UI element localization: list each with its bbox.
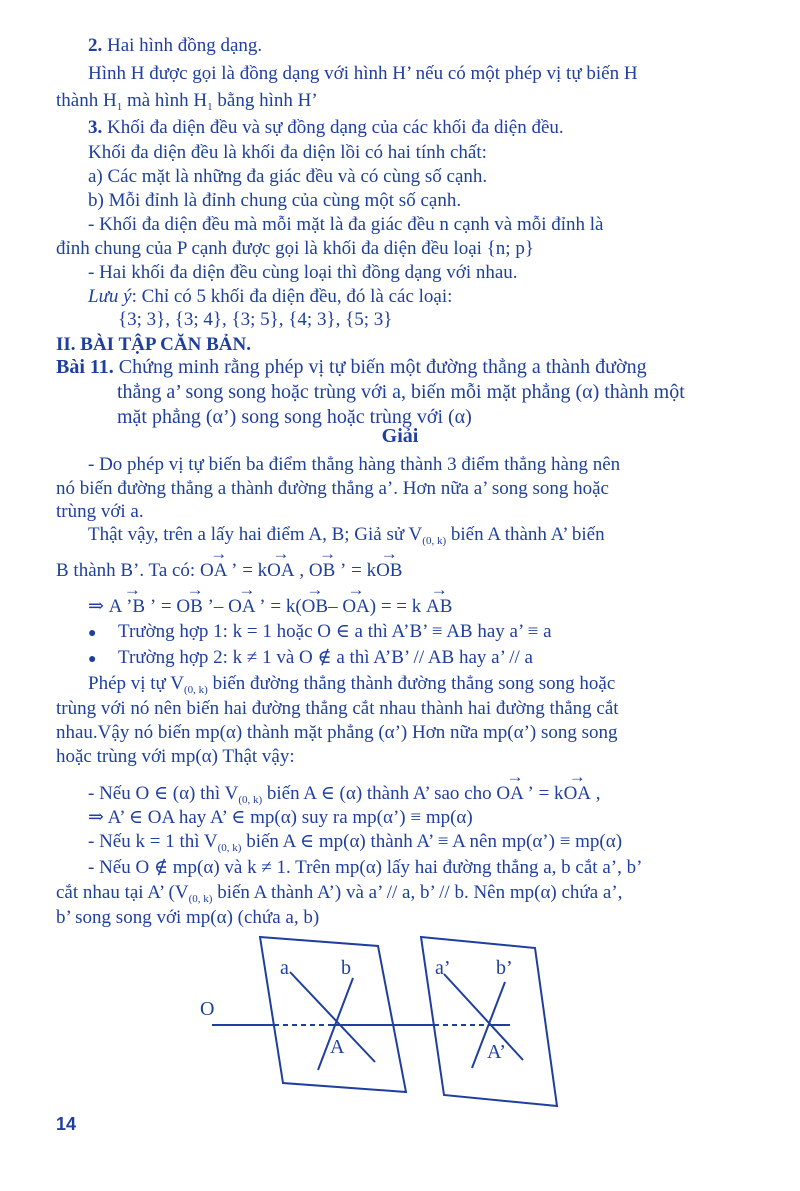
vector-OA: → OA: [342, 595, 369, 619]
section-title-text: Khối đa diện đều và sự đồng dạng của các khối đa diện đều.: [102, 117, 564, 138]
exercise-label: Bài 11.: [56, 356, 114, 378]
text-line: - Hai khối đa diện đều cùng loại thì đồng dạng với nhau.: [88, 262, 518, 283]
exercise-line: thẳng a’ song song hoặc trùng với a, biến mỗi mặt phẳng (α) thành một: [117, 381, 685, 403]
line-a-prime: [444, 974, 523, 1060]
text-line: nó biến đường thẳng a thành đường thẳng a’. Hơn nữa a’ song song hoặc: [56, 478, 609, 499]
vector-OA: → OA: [564, 782, 591, 806]
exercise-line: Bài 11. Chứng minh rằng phép vị tự biến một đường thẳng a thành đường: [56, 356, 647, 378]
section-number: 3.: [88, 117, 103, 138]
text-line: b’ song song với mp(α) (chứa a, b): [56, 907, 320, 928]
text-line: Thật vậy, trên a lấy hai điểm A, B; Giả sử $V_{(0, k)}$ biến A thành A’ biến: [88, 524, 605, 547]
case-line: Trường hợp 2: k ≠ 1 và O ∉ a thì A’B’ // AB hay a’ // a: [118, 647, 533, 668]
text-line: ⇒ A’ ∈ OA hay A’ ∈ mp(α) suy ra mp(α’) ≡ mp(α): [88, 807, 473, 828]
text-line: nhau.Vậy nó biến mp(α) thành mặt phẳng (α’) Hơn nữa mp(α’) song song: [56, 722, 618, 743]
vector-A-prime-B-prime: → A ’B ’: [109, 595, 157, 619]
page-number: 14: [56, 1114, 77, 1134]
vector-OA: → OA: [267, 559, 294, 583]
text-line: thành $H_1$ mà hình $H_1$ bằng hình H’: [56, 90, 318, 113]
label-A: A: [330, 1036, 345, 1058]
case-line: Trường hợp 1: k = 1 hoặc O ∈ a thì A’B’ ≡ AB hay a’ ≡ a: [118, 621, 552, 642]
vector-AB: → AB: [426, 595, 452, 619]
note-label: Lưu ý: [88, 286, 132, 307]
note-line: Lưu ý: Chỉ có 5 khối đa diện đều, đó là các loại:: [88, 286, 453, 307]
text-line: - Khối đa diện đều mà mỗi mặt là đa giác đều n cạnh và mỗi đỉnh là: [88, 214, 604, 235]
label-b-prime: b’: [496, 957, 513, 979]
polyhedra-types: {3; 3}, {3; 4}, {3; 5}, {4; 3}, {5; 3}: [118, 309, 393, 330]
vector-equation-line: B thành B’. Ta có: → OA ’ = k→ OA , → OB ’ = k→ OB: [56, 559, 402, 583]
vector-OA-prime: → OA ’: [496, 782, 533, 806]
label-a-prime: a’: [435, 957, 451, 979]
vector-equation-line: - Nếu O ∈ (α) thì $V_{(0, k)}$ biến A ∈ (α) thành A’ sao cho → OA ’ = k→ OA ,: [88, 782, 601, 812]
text-line: b) Mỗi đỉnh là đỉnh chung của cùng một số cạnh.: [88, 190, 462, 211]
exercise-line: mặt phẳng (α’) song song hoặc trùng với (α): [117, 406, 472, 428]
bullet-icon: ●: [88, 626, 97, 641]
label-a: a: [280, 957, 289, 979]
text-line: a) Các mặt là những đa giác đều và có cùng số cạnh.: [88, 166, 488, 187]
text-line: - Nếu O ∉ mp(α) và k ≠ 1. Trên mp(α) lấy hai đường thẳng a, b cắt a’, b’: [88, 857, 643, 878]
vector-OA-prime: → OA ’: [228, 595, 265, 619]
vector-equation-line: ⇒ → A ’B ’ = → OB ’– → OA ’ = k(→ OB– → OA) = = k → AB: [88, 595, 452, 619]
vector-OB: → OB: [302, 595, 328, 619]
text-line: đỉnh chung của P cạnh được gọi là khối đa diện đều loại {n; p}: [56, 238, 534, 259]
text-line: hoặc trùng với mp(α) Thật vậy:: [56, 746, 295, 767]
vector-OB-prime: → OB ’: [309, 559, 346, 583]
bullet-icon: ●: [88, 652, 97, 667]
section-number: 2.: [88, 35, 103, 56]
solution-heading: Giải: [381, 425, 419, 447]
label-A-prime: A’: [487, 1041, 506, 1063]
text-line: trùng với a.: [56, 501, 144, 522]
text-line: - Do phép vị tự biến ba điểm thẳng hàng thành 3 điểm thẳng hàng nên: [88, 454, 621, 475]
text-line: trùng với nó nên biến hai đường thẳng cắt nhau thành hai đường thẳng cắt: [56, 698, 619, 719]
vector-OB-prime: → OB ’: [176, 595, 213, 619]
label-b: b: [341, 957, 351, 979]
label-O: O: [200, 998, 215, 1020]
part-title: II. BÀI TẬP CĂN BẢN.: [56, 334, 251, 355]
text-line: Hình H được gọi là đồng dạng với hình H’ nếu có một phép vị tự biến H: [88, 63, 638, 84]
vector-OB: → OB: [376, 559, 402, 583]
text-line: - Nếu k = 1 thì $V_{(0, k)}$ biến A ∈ mp(α) thành A’ ≡ A nên mp(α’) ≡ mp(α): [88, 831, 623, 854]
section-title-text: Hai hình đồng dạng.: [102, 35, 263, 56]
text-line: Phép vị tự $V_{(0, k)}$ biến đường thẳng thành đường thẳng song song hoặc: [88, 673, 616, 696]
vector-OA-prime: → OA ’: [200, 559, 237, 583]
text-line: cắt nhau tại A’ ($V_{(0, k)}$ biến A thành A’) và a’ // a, b’ // b. Nên mp(α) chứa a’,: [56, 882, 623, 905]
text-line: Khối đa diện đều là khối đa diện lồi có hai tính chất:: [88, 142, 487, 163]
